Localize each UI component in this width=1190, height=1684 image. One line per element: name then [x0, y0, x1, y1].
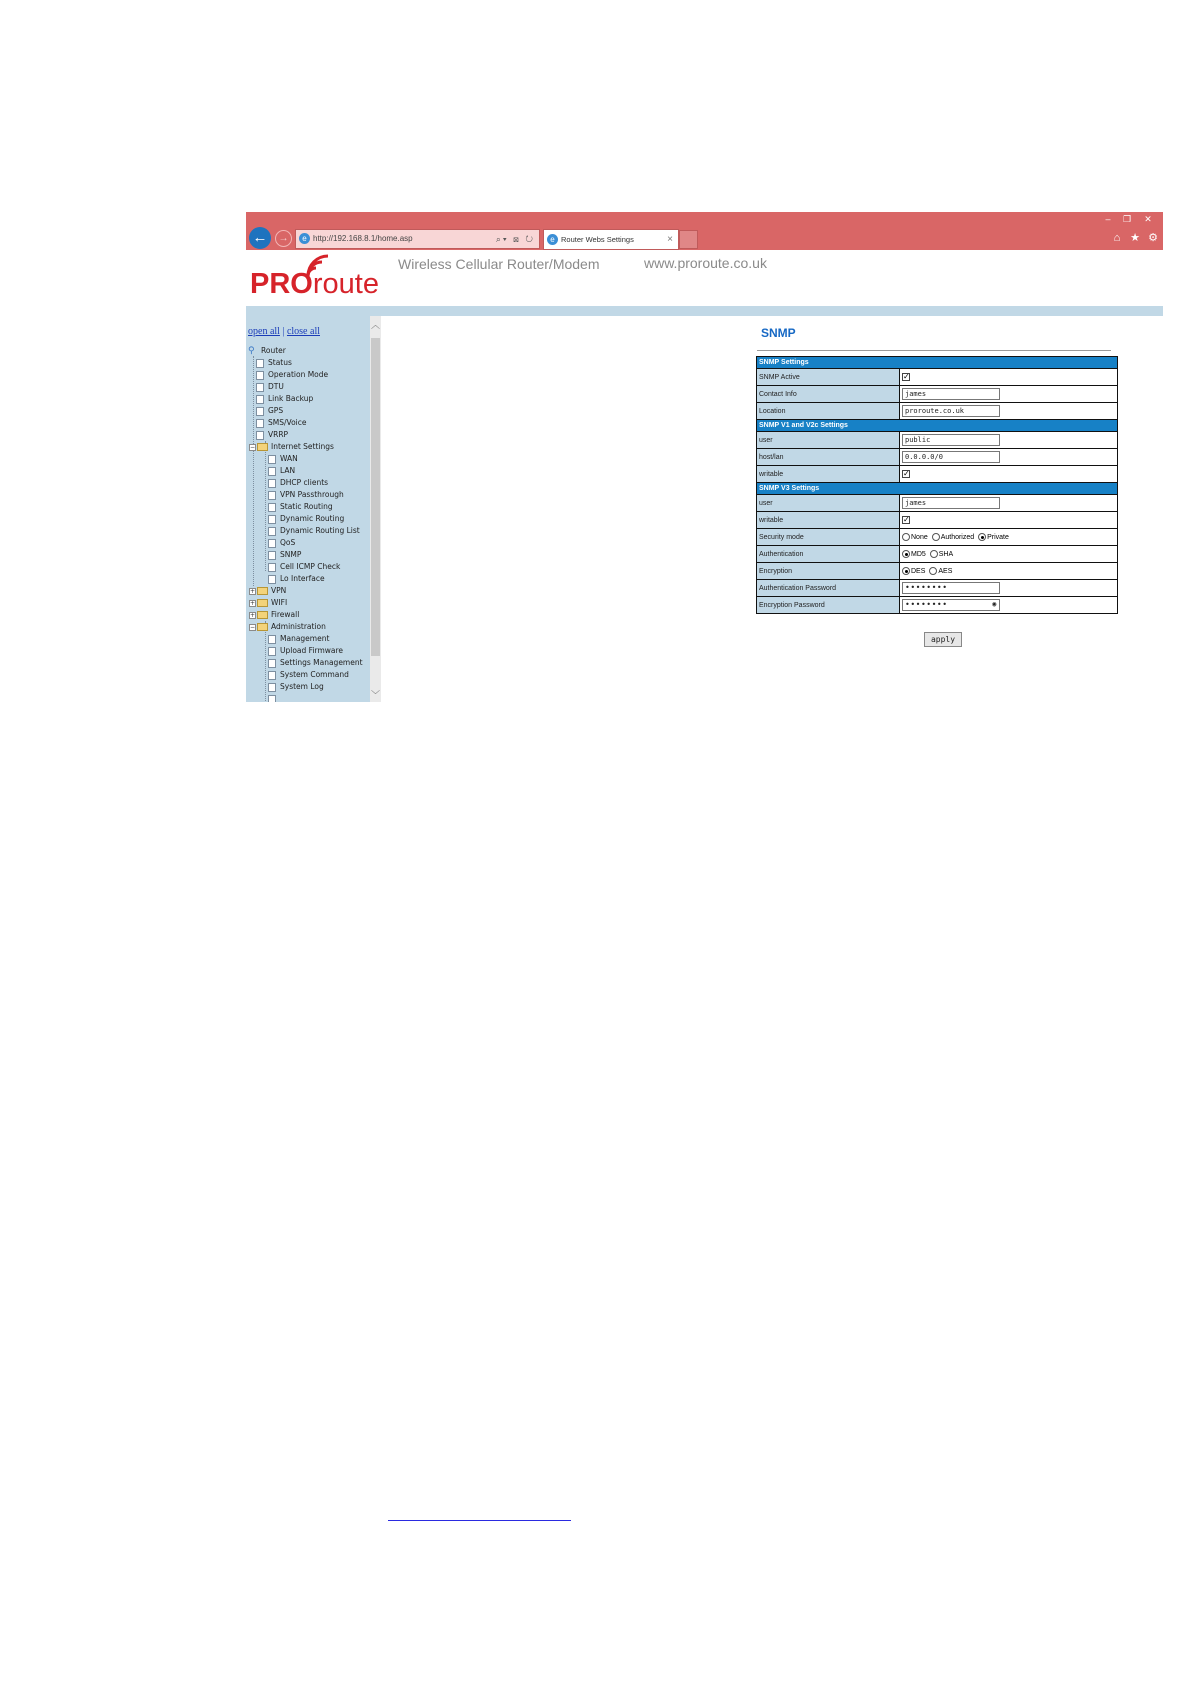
scroll-up-icon[interactable]: ︿ [370, 320, 380, 330]
address-bar[interactable] [295, 229, 540, 249]
sidebar-item-gps[interactable]: GPS [256, 405, 283, 417]
tab-title: Router Webs Settings [561, 235, 634, 244]
scrollbar-thumb[interactable] [371, 338, 380, 656]
router-icon: ⚲ [248, 346, 255, 356]
label-contact-info: Contact Info [757, 386, 900, 403]
sidebar-item-lan[interactable]: LAN [268, 465, 295, 477]
page-icon [268, 491, 276, 500]
label-v3-writable: writable [757, 512, 900, 529]
location-input[interactable]: proroute.co.uk [902, 405, 1000, 417]
label-encryption: Encryption [757, 563, 900, 580]
main-content [381, 316, 1163, 702]
folder-icon [257, 599, 268, 607]
router-screenshot [246, 212, 1163, 702]
label-authentication: Authentication [757, 546, 900, 563]
minimize-button[interactable]: – [1105, 214, 1111, 224]
collapse-icon[interactable]: − [250, 623, 256, 631]
sidebar-item-vrrp[interactable]: VRRP [256, 429, 288, 441]
page-icon [268, 647, 276, 656]
sidebar-item-dhcp-clients[interactable]: DHCP clients [268, 477, 328, 489]
home-icon[interactable]: ⌂ [1113, 232, 1121, 244]
section-header-v3: SNMP V3 Settings [757, 483, 1118, 495]
sidebar-item-upload-firmware[interactable]: Upload Firmware [268, 645, 343, 657]
sidebar-item-dynamic-routing[interactable]: Dynamic Routing [268, 513, 344, 525]
gear-icon[interactable]: ⚙ [1148, 232, 1158, 244]
open-all-link[interactable]: open all [248, 326, 280, 337]
v3-writable-checkbox[interactable]: ✓ [903, 515, 910, 524]
page-icon [256, 431, 264, 440]
sidebar-item-lo-interface[interactable]: Lo Interface [268, 573, 325, 585]
forward-arrow-icon[interactable]: → [275, 230, 292, 247]
snmp-settings-table [756, 356, 1118, 614]
page-header [246, 250, 1163, 306]
close-window-button[interactable]: ✕ [1144, 214, 1152, 224]
sidebar-item-link-backup[interactable]: Link Backup [256, 393, 313, 405]
page-icon [268, 455, 276, 464]
auth-password-input[interactable]: •••••••• [902, 582, 1000, 594]
expand-icon[interactable]: + [250, 599, 256, 607]
back-arrow-icon[interactable]: ← [249, 227, 271, 249]
contact-info-input[interactable]: james [902, 388, 1000, 400]
sidebar-item-management[interactable]: Management [268, 633, 329, 645]
radio-label: DES [911, 567, 926, 575]
label-security-mode: Security mode [757, 529, 900, 546]
sidebar-item-operation-mode[interactable]: Operation Mode [256, 369, 328, 381]
page-icon [268, 635, 276, 644]
sidebar-folder-internet-settings[interactable]: − Internet Settings [250, 442, 334, 451]
tree-controls: open all | close all [248, 326, 320, 337]
page-icon [268, 503, 276, 512]
folder-icon [257, 443, 268, 451]
label-host-lan: host/lan [757, 449, 900, 466]
security-mode-radios [900, 529, 1118, 546]
page-icon [256, 419, 264, 428]
authentication-radios [900, 546, 1118, 563]
sidebar-item-system-log[interactable]: System Log [268, 681, 324, 693]
sidebar-item-system-command[interactable]: System Command [268, 669, 349, 681]
page-title: SNMP [761, 326, 796, 340]
expand-icon[interactable]: + [250, 611, 256, 619]
sidebar-item-snmp[interactable]: SNMP [268, 549, 301, 561]
sidebar-item-settings-management[interactable]: Settings Management [268, 657, 363, 669]
sidebar-scrollbar[interactable] [370, 316, 381, 702]
radio-label: Authorized [940, 533, 975, 541]
enc-aes-radio[interactable] [929, 567, 937, 575]
sidebar-item-sms-voice[interactable]: SMS/Voice [256, 417, 306, 429]
page-icon [268, 671, 276, 680]
page-icon [256, 371, 264, 380]
header-divider [246, 306, 1163, 316]
security-mode-authorized-radio[interactable] [932, 533, 940, 541]
sidebar-folder-wifi[interactable]: + WIFI [250, 598, 288, 607]
product-tagline: Wireless Cellular Router/Modem [398, 256, 600, 272]
page-icon [268, 467, 276, 476]
title-divider [757, 350, 1111, 351]
label-snmp-active: SNMP Active [757, 369, 900, 386]
page-icon [268, 575, 276, 584]
security-mode-private-radio[interactable] [978, 533, 986, 541]
page-icon [268, 563, 276, 572]
enc-password-input[interactable] [902, 599, 1000, 611]
radio-label: MD5 [911, 550, 926, 558]
search-refresh-icon[interactable]: ⌕▾ ⊠ ↻ [495, 234, 535, 244]
expand-icon[interactable]: + [250, 587, 256, 595]
page-icon [268, 683, 276, 692]
label-v3-user: user [757, 495, 900, 512]
v2-user-input[interactable]: public [902, 434, 1000, 446]
new-tab-button[interactable] [679, 230, 698, 249]
favorites-star-icon[interactable]: ★ [1130, 232, 1140, 244]
sidebar-item-vpn-passthrough[interactable]: VPN Passthrough [268, 489, 344, 501]
tab-close-icon[interactable]: × [667, 234, 673, 245]
reveal-password-icon[interactable]: ◉ [992, 600, 997, 608]
page-icon [256, 359, 264, 368]
document-link-underline [388, 1520, 571, 1521]
v3-user-input[interactable]: james [902, 497, 1000, 509]
browser-tab[interactable] [543, 229, 679, 250]
browser-toolbar [246, 212, 1163, 250]
restore-button[interactable]: ❐ [1122, 214, 1132, 224]
page-icon [268, 551, 276, 560]
label-auth-password: Authentication Password [757, 580, 900, 597]
label-v2-user: user [757, 432, 900, 449]
auth-sha-radio[interactable] [930, 550, 938, 558]
enc-password-value: •••••••• [905, 600, 948, 609]
page-icon [268, 527, 276, 536]
auth-md5-radio[interactable] [902, 550, 910, 558]
section-header-snmp-settings: SNMP Settings [757, 357, 1118, 369]
label-location: Location [757, 403, 900, 420]
enc-des-radio[interactable] [902, 567, 910, 575]
apply-button[interactable]: apply [924, 632, 962, 647]
tree-root-router[interactable]: ⚲ Router [248, 346, 286, 356]
label-v2-writable: writable [757, 466, 900, 483]
sidebar-item-wan[interactable]: WAN [268, 453, 298, 465]
section-header-v1-v2c: SNMP V1 and V2c Settings [757, 420, 1118, 432]
radio-label: AES [938, 567, 953, 575]
close-all-link[interactable]: close all [286, 326, 320, 337]
sidebar-folder-administration[interactable]: − Administration [250, 622, 326, 631]
scroll-down-icon[interactable]: ﹀ [370, 690, 380, 700]
page-icon [268, 695, 276, 703]
page-icon [268, 659, 276, 668]
collapse-icon[interactable]: − [250, 443, 256, 451]
folder-icon [257, 623, 268, 631]
security-mode-none-radio[interactable] [902, 533, 910, 541]
v2-writable-checkbox[interactable]: ✓ [903, 469, 910, 478]
sidebar-item-truncated[interactable] [268, 693, 280, 702]
sidebar-item-status[interactable]: Status [256, 357, 292, 369]
page-icon [268, 539, 276, 548]
sidebar-folder-vpn[interactable]: + VPN [250, 586, 287, 595]
proroute-logo: PROroute [250, 268, 379, 300]
sidebar-item-dynamic-routing-list[interactable]: Dynamic Routing List [268, 525, 360, 537]
label-enc-password: Encryption Password [757, 597, 900, 614]
address-url: http://192.168.8.1/home.asp [313, 234, 413, 243]
ie-logo-icon: e [547, 234, 558, 245]
encryption-radios [900, 563, 1118, 580]
snmp-active-checkbox[interactable]: ✓ [903, 372, 910, 381]
sidebar-item-qos[interactable]: QoS [268, 537, 295, 549]
page-icon [256, 383, 264, 392]
ie-logo-icon: e [299, 233, 310, 244]
sidebar-item-cell-icmp-check[interactable]: Cell ICMP Check [268, 561, 340, 573]
website-url: www.proroute.co.uk [644, 255, 767, 271]
sidebar-item-static-routing[interactable]: Static Routing [268, 501, 333, 513]
page-icon [268, 515, 276, 524]
radio-label: SHA [938, 550, 954, 558]
sidebar-folder-firewall[interactable]: + Firewall [250, 610, 300, 619]
sidebar-item-dtu[interactable]: DTU [256, 381, 284, 393]
page-icon [256, 395, 264, 404]
folder-icon [257, 587, 268, 595]
radio-label: None [911, 533, 928, 541]
page-icon [268, 479, 276, 488]
folder-icon [257, 611, 268, 619]
radio-label: Private [987, 533, 1009, 541]
page-icon [256, 407, 264, 416]
sidebar-tree [246, 316, 370, 702]
host-lan-input[interactable]: 0.0.0.0/0 [902, 451, 1000, 463]
